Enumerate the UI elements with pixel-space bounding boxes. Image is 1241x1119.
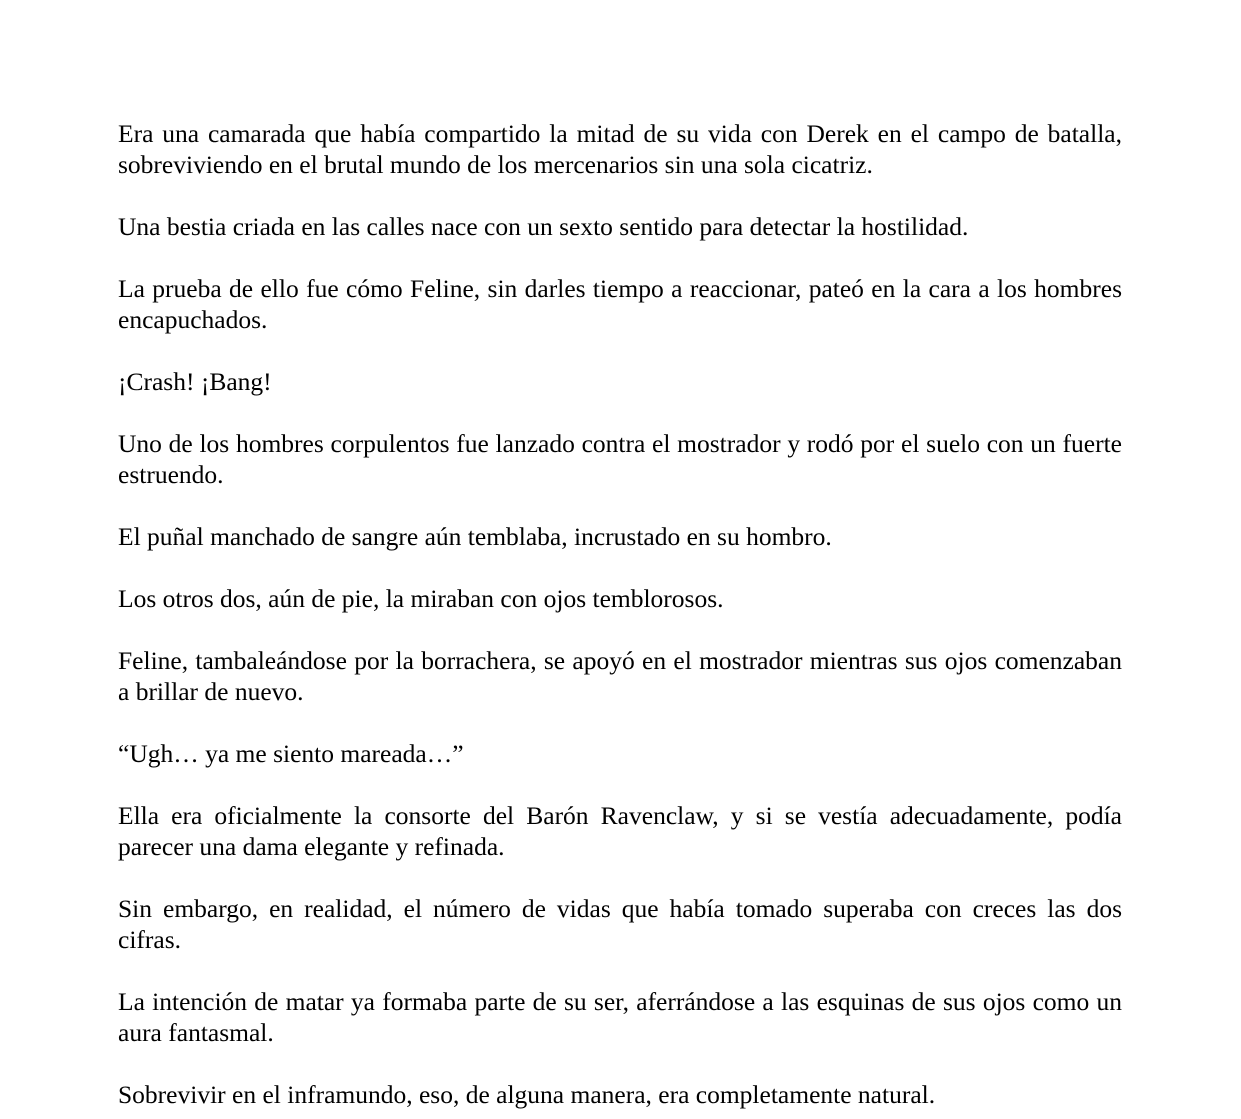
paragraph: Una bestia criada en las calles nace con un sexto sentido para detectar la hostilidad. — [118, 212, 969, 241]
paragraph: Sobrevivir en el inframundo, eso, de alguna manera, era completamente natural. — [118, 1080, 936, 1109]
paragraph: Los otros dos, aún de pie, la miraban con ojos temblorosos. — [118, 584, 724, 613]
paragraph: La prueba de ello fue cómo Feline, sin darles tiempo a reaccionar, pateó en la cara a los hombres encapuchados. — [118, 274, 1122, 334]
paragraph: El puñal manchado de sangre aún temblaba, incrustado en su hombro. — [118, 522, 832, 551]
paragraph: Era una camarada que había compartido la mitad de su vida con Derek en el campo de batalla, sobreviviendo en el brutal mundo de los mercenarios sin una sola cicatriz. — [118, 119, 1122, 179]
paragraph: Feline, tambaleándose por la borrachera, se apoyó en el mostrador mientras sus ojos comenzaban a brillar de nuevo. — [118, 646, 1122, 706]
paragraph: Sin embargo, en realidad, el número de vidas que había tomado superaba con creces las dos cifras. — [118, 894, 1122, 954]
paragraph: La intención de matar ya formaba parte de su ser, aferrándose a las esquinas de sus ojos como un aura fantasmal. — [118, 987, 1122, 1047]
paragraph: ¡Crash! ¡Bang! — [118, 367, 272, 396]
document-body — [118, 118, 1122, 1110]
paragraph: Ella era oficialmente la consorte del Barón Ravenclaw, y si se vestía adecuadamente, podía parecer una dama elegante y refinada. — [118, 801, 1122, 861]
paragraph: “Ugh… ya me siento mareada…” — [118, 739, 464, 768]
paragraph: Uno de los hombres corpulentos fue lanzado contra el mostrador y rodó por el suelo con un fuerte estruendo. — [118, 429, 1122, 489]
